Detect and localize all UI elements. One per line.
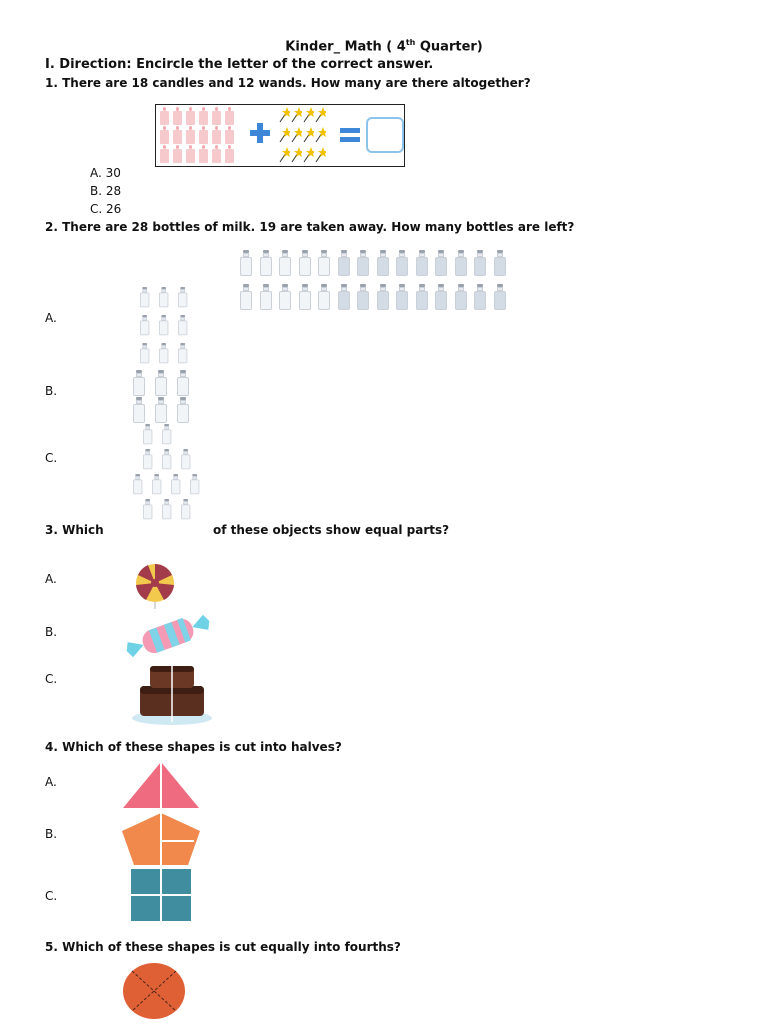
milk-bottle-icon xyxy=(299,250,311,276)
milk-bottle-icon xyxy=(357,250,369,276)
milk-bottle-icon xyxy=(416,250,428,276)
q2-option-a-bottles xyxy=(140,287,200,367)
triangle-shape[interactable] xyxy=(123,762,199,808)
milk-bottle-icon xyxy=(455,284,467,310)
wand-icon xyxy=(302,147,314,163)
candle-icon xyxy=(199,111,208,125)
milk-bottle-icon xyxy=(177,397,189,423)
question-4: 4. Which of these shapes is cut into halves? xyxy=(45,740,342,754)
wand-icon xyxy=(314,107,326,123)
q1-illustration xyxy=(155,104,405,167)
wand-icon xyxy=(278,147,290,163)
q3-option-c[interactable]: C. xyxy=(45,672,58,686)
milk-bottle-icon xyxy=(396,250,408,276)
milk-bottle-icon xyxy=(299,284,311,310)
question-2: 2. There are 28 bottles of milk. 19 are taken away. How many bottles are left? xyxy=(45,220,575,234)
wand-icon xyxy=(278,127,290,143)
candle-icon xyxy=(173,130,182,144)
wand-icon xyxy=(302,107,314,123)
q2-option-c[interactable]: C. xyxy=(45,451,58,465)
plus-icon xyxy=(250,123,270,143)
milk-bottle-icon xyxy=(133,397,145,423)
milk-bottle-icon xyxy=(240,250,252,276)
milk-bottle-icon xyxy=(178,287,187,307)
milk-bottle-icon xyxy=(152,474,161,494)
question-3-start: 3. Which xyxy=(45,523,104,537)
milk-bottle-icon xyxy=(140,343,149,363)
milk-bottle-icon xyxy=(171,474,180,494)
milk-bottle-icon xyxy=(133,474,142,494)
candle-icon xyxy=(225,130,234,144)
q3-option-b[interactable]: B. xyxy=(45,625,58,639)
equals-icon xyxy=(340,128,360,142)
milk-bottle-icon xyxy=(318,250,330,276)
candle-icon xyxy=(160,111,169,125)
title-suffix: Quarter) xyxy=(415,39,483,55)
title-prefix: Kinder_ Math ( 4 xyxy=(285,39,406,55)
milk-bottle-icon xyxy=(143,449,152,469)
milk-bottle-icon xyxy=(338,284,350,310)
milk-bottle-icon xyxy=(240,284,252,310)
candle-icon xyxy=(186,111,195,125)
q4-option-c[interactable]: C. xyxy=(45,889,58,903)
milk-bottle-icon xyxy=(474,250,486,276)
milk-bottle-icon xyxy=(190,474,199,494)
cake-icon[interactable] xyxy=(130,662,214,728)
milk-bottle-icon xyxy=(143,499,152,519)
milk-bottle-icon xyxy=(435,250,447,276)
candle-icon xyxy=(199,130,208,144)
lollipop-icon[interactable] xyxy=(130,563,180,609)
candle-icon xyxy=(212,111,221,125)
milk-bottle-icon xyxy=(181,449,190,469)
milk-bottle-icon xyxy=(159,315,168,335)
q1-option-a[interactable]: A. 30 xyxy=(90,166,121,180)
question-3-end: of these objects show equal parts? xyxy=(213,523,450,537)
wand-icon xyxy=(290,127,302,143)
q3-option-a[interactable]: A. xyxy=(45,572,57,586)
milk-bottle-icon xyxy=(133,370,145,396)
milk-bottle-icon xyxy=(357,284,369,310)
wand-icon xyxy=(302,127,314,143)
milk-bottle-icon xyxy=(162,424,171,444)
q4-option-b[interactable]: B. xyxy=(45,827,58,841)
milk-bottle-icon xyxy=(377,250,389,276)
circle-shape[interactable] xyxy=(122,962,186,1020)
milk-bottle-icon xyxy=(494,250,506,276)
direction-text: I. Direction: Encircle the letter of the correct answer. xyxy=(45,57,434,72)
q4-option-a[interactable]: A. xyxy=(45,775,57,789)
candle-icon xyxy=(199,149,208,163)
candle-icon xyxy=(186,130,195,144)
question-5: 5. Which of these shapes is cut equally into fourths? xyxy=(45,940,401,954)
milk-bottle-icon xyxy=(177,370,189,396)
candle-icon xyxy=(173,149,182,163)
q1-option-c[interactable]: C. 26 xyxy=(90,202,122,216)
milk-bottle-icon xyxy=(181,499,190,519)
milk-bottle-icon xyxy=(140,287,149,307)
milk-bottle-icon xyxy=(178,343,187,363)
candy-icon[interactable] xyxy=(122,608,214,664)
milk-bottle-icon xyxy=(377,284,389,310)
milk-bottle-icon xyxy=(143,424,152,444)
milk-bottle-icon xyxy=(494,284,506,310)
milk-bottle-icon xyxy=(455,250,467,276)
candle-icon xyxy=(173,111,182,125)
q2-option-b[interactable]: B. xyxy=(45,384,58,398)
wand-icon xyxy=(278,107,290,123)
title-sup: th xyxy=(405,38,416,47)
q2-option-b-bottles xyxy=(133,370,203,422)
wand-icon xyxy=(314,147,326,163)
milk-bottle-icon xyxy=(159,343,168,363)
candle-icon xyxy=(225,111,234,125)
candle-icon xyxy=(186,149,195,163)
question-1: 1. There are 18 candles and 12 wands. How many are there altogether? xyxy=(45,76,531,90)
candle-icon xyxy=(225,149,234,163)
milk-bottle-icon xyxy=(162,499,171,519)
milk-bottle-icon xyxy=(155,370,167,396)
milk-bottle-icon xyxy=(416,284,428,310)
q2-option-a[interactable]: A. xyxy=(45,311,57,325)
milk-bottle-icon xyxy=(279,284,291,310)
milk-bottle-icon xyxy=(155,397,167,423)
square-shape[interactable] xyxy=(131,869,191,921)
pentagon-shape[interactable] xyxy=(122,813,200,865)
milk-bottle-icon xyxy=(162,449,171,469)
q1-option-b[interactable]: B. 28 xyxy=(90,184,122,198)
bottles-group xyxy=(240,250,520,316)
milk-bottle-icon xyxy=(318,284,330,310)
milk-bottle-icon xyxy=(474,284,486,310)
wand-icon xyxy=(290,107,302,123)
milk-bottle-icon xyxy=(260,250,272,276)
milk-bottle-icon xyxy=(159,287,168,307)
milk-bottle-icon xyxy=(279,250,291,276)
milk-bottle-icon xyxy=(140,315,149,335)
q2-option-c-bottles xyxy=(133,424,203,526)
milk-bottle-icon xyxy=(435,284,447,310)
wand-icon xyxy=(314,127,326,143)
milk-bottle-icon xyxy=(178,315,187,335)
candle-icon xyxy=(160,130,169,144)
candle-icon xyxy=(160,149,169,163)
milk-bottle-icon xyxy=(260,284,272,310)
milk-bottle-icon xyxy=(338,250,350,276)
candle-icon xyxy=(212,149,221,163)
answer-box xyxy=(366,117,404,153)
worksheet-title xyxy=(0,38,768,54)
milk-bottle-icon xyxy=(396,284,408,310)
wand-icon xyxy=(290,147,302,163)
candle-icon xyxy=(212,130,221,144)
